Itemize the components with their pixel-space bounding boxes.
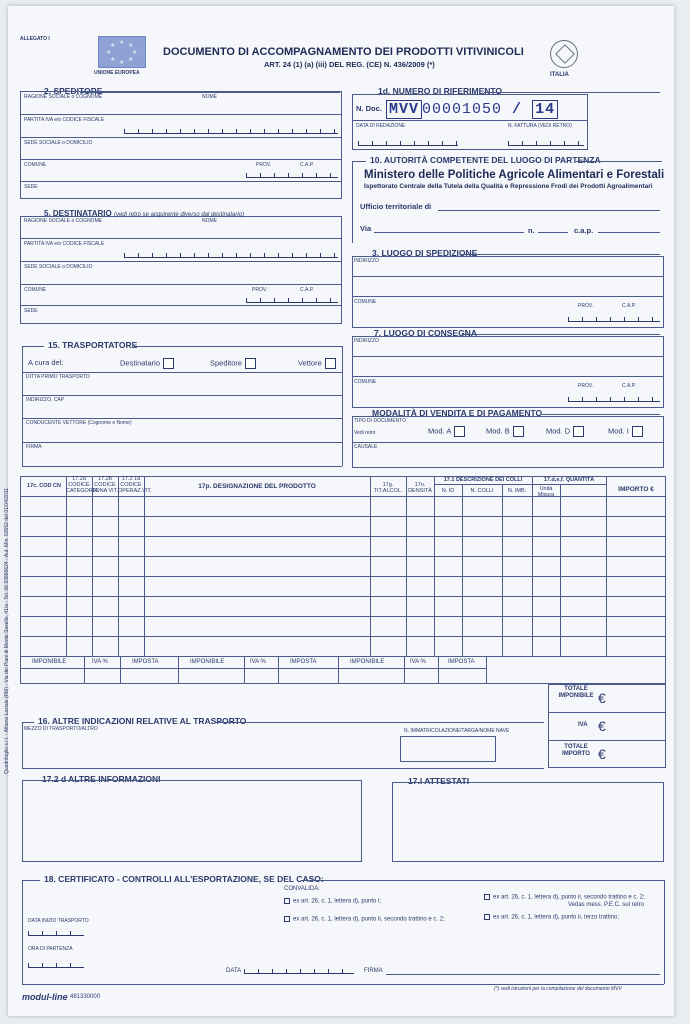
mod-a-label: Mod. A [428,426,452,436]
via-label: Via [360,224,372,233]
cert-opt2-label: ex art. 26, c. 1, lettera d), punto ii, secondo trattino e c. 2; [293,916,445,923]
trasportatore-firma-label: FIRMA [26,444,42,450]
cert-data-label: DATA [226,968,242,974]
speditore-checkbox[interactable] [245,358,256,369]
destinatario-ragione-label: RAGIONE SOCIALE o COGNOME [24,218,103,224]
mod-i-option[interactable] [608,426,643,437]
autorita-cap-label: c.a.p. [574,226,594,235]
altre-info-box[interactable] [22,780,362,862]
a-cura-label: A cura del: [28,358,64,367]
conducente-label: CONDUCENTE VETTORE (Cognome e Nome) [26,420,132,426]
euro-3: € [598,746,606,762]
destinatario-prov-label: PROV. [252,287,268,293]
altre-trasporto-heading: 16. ALTRE INDICAZIONI RELATIVE AL TRASPORTO [38,716,247,726]
mod-a-checkbox[interactable] [454,426,465,437]
convalida-label: CONVALIDA: [284,886,320,892]
speditore-piva-label: PARTITA IVA e/o CODICE FISCALE [24,117,105,123]
mod-a-option[interactable] [428,426,465,437]
mod-i-label: Mod. I [608,426,629,436]
attestati-heading: 17.l ATTESTATI [408,776,470,786]
destinatario-title: 5. DESTINATARIO [44,209,112,218]
destinatario-box [20,216,342,324]
cert-firma-label: FIRMA [364,968,383,974]
col-designazione: 17p. DESIGNAZIONE DEL PRODOTTO [198,483,316,490]
cert-opt2[interactable] [284,916,445,924]
data-inizio-label: DATA INIZIO TRASPORTO [28,918,89,924]
form-sheet [4,6,674,1016]
col-172a: 17.2a CODICE CATEGORIA [66,476,98,494]
destinatario-checkbox[interactable] [163,358,174,369]
cert-opt3-label: ex art. 26, c. 1, lettera d), punto ii, secondo trattino e c. 2; [493,894,645,901]
mod-d-option[interactable] [546,426,584,437]
consegna-cap-field[interactable] [568,392,660,402]
eu-flag-icon: ★ ★ ★ ★ ★ ★ ★ ★ [98,36,146,68]
autorita-heading: 10. AUTORITÀ COMPETENTE DEL LUOGO DI PARTENZA [370,155,601,165]
destinatario-note: (vedi retro se acquirente diverso dal destinatario) [113,212,245,218]
vettore-checkbox[interactable] [325,358,336,369]
spedizione-indirizzo-label: INDIRIZZO [354,258,379,264]
data-redazione-field[interactable] [358,136,458,146]
col-importo: IMPORTO € [618,486,654,493]
trasportatore-heading: 15. TRASPORTATORE [48,340,138,350]
speditore-ragione-label: RAGIONE SOCIALE o COGNOME [24,94,103,100]
printer-imprint: Quadrifoglio s.r.l. - Albano Laziale (RM) - Via dei Piani di Monte Savello, 41/a - Tel. 06.93896624 - Aut. Min. 63552 del 01/04/2011 [4,487,10,774]
brand-logo: modul-line [22,992,68,1002]
destinatario-cap-label: C.A.P. [300,287,314,293]
cert-opt3b-label: Vedas mess. P.E.C. sul retro [568,902,644,908]
cert-opt4-label: ex art. 26, c. 1, lettera d), punto ii, terzo trattino; [493,914,620,921]
cert-data-field[interactable] [244,964,354,974]
col-172c: 17.2 1a CODICE OPERAZ.VIT. [118,476,152,494]
destinatario-cap-field[interactable] [246,293,338,303]
certificato-heading: 18. CERTIFICATO - CONTROLLI ALL'ESPORTAZIONE, SE DEL CASO: [44,874,324,884]
destinatario-sede-label: SEDE [24,308,38,314]
consegna-heading: 7. LUOGO DI CONSEGNA [374,328,477,338]
n-label: n. [528,226,535,235]
speditore-sede-sociale-label: SEDE SOCIALE o DOMICILIO [24,140,93,146]
destinatario-sede-sociale-label: SEDE SOCIALE o DOMICILIO [24,264,93,270]
footer-note: (*) vedi istruzioni per la compilazione del documento MVV [494,986,622,992]
col-n-colli: N. COLLI [470,488,494,494]
ora-partenza-label: ORA DI PARTENZA [28,946,73,952]
doc-slash: / [512,101,523,118]
imposta-2-label: IMPOSTA [290,659,317,665]
destinatario-comune-label: COMUNE [24,287,47,293]
riferimento-heading: 1d. NUMERO DI RIFERIMENTO [378,86,503,96]
cert-opt3-checkbox[interactable] [484,894,490,900]
speditore-comune-label: COMUNE [24,162,47,168]
trasportatore-destinatario-option[interactable] [120,358,174,369]
country-label: ITALIA [550,72,569,78]
vettore-option-label: Vettore [298,358,322,368]
altre-info-heading: 17.2 d ALTRE INFORMAZIONI [42,774,161,784]
imposta-3-label: IMPOSTA [448,659,475,665]
data-inizio-field[interactable] [28,926,84,936]
causale-label: CAUSALE [354,444,378,450]
col-n-imb: N. IMB. [507,488,527,494]
totale-imponibile-label: TOTALE IMPONIBILE [558,686,594,699]
mod-d-checkbox[interactable] [573,426,584,437]
destinatario-nome-label: NOME [202,218,217,224]
imponibile-1-label: IMPONIBILE [32,659,67,665]
document-title: DOCUMENTO DI ACCOMPAGNAMENTO DEI PRODOTTI VITIVINICOLI [163,46,524,58]
speditore-cap-label: C.A.P. [300,162,314,168]
iva-pct-2-label: IVA % [250,659,266,665]
imposta-1-label: IMPOSTA [132,659,159,665]
col-descrizione-colli: 17.1 DESCRIZIONE DEI COLLI [443,477,523,483]
n-fattura-field[interactable] [508,136,584,146]
speditore-sede-label: SEDE [24,184,38,190]
spedizione-cap-field[interactable] [568,312,660,322]
totale-importo-label: TOTALE IMPORTO [562,744,590,757]
iva-pct-3-label: IVA % [410,659,426,665]
doc-year: 14 [532,100,558,119]
cert-opt1[interactable] [284,898,381,906]
col-172b: 17.2b CODICE ZONA VIT. [92,476,118,494]
destinatario-piva-field[interactable] [124,248,338,258]
iva-label: IVA [578,722,588,728]
speditore-option-label: Speditore [210,358,243,368]
n-fattura-label: N. FATTURA (VEDI RETRO) [508,123,572,129]
consegna-cap-label: C.A.P. [622,383,636,389]
col-cod-cn: 17c. COD CN [27,483,61,489]
product-table [20,476,666,684]
mod-b-label: Mod. B [486,426,510,436]
iva-pct-1-label: IVA % [92,659,108,665]
speditore-prov-label: PROV. [256,162,272,168]
inspectorate-name: Ispettorato Centrale della Tutela della Qualità e Repressione Frodi dei Prodotti Agroalimentari [364,183,653,190]
allegato-label: ALLEGATO I [20,36,50,42]
destinatario-piva-label: PARTITA IVA e/o CODICE FISCALE [24,241,105,247]
ndoc-label: N. Doc. [356,104,382,113]
consegna-prov-label: PROV. [578,383,594,389]
doc-number: 00001050 [422,101,503,118]
trasportatore-vettore-option[interactable] [298,358,336,369]
document-subtitle: ART. 24 (1) (a) (iii) DEL REG. (CE) N. 436/2009 (*) [264,60,435,69]
speditore-piva-field[interactable] [124,124,338,134]
col-n-id: N. ID [441,488,455,494]
col-tit-alcol: 17g. TIT.ALCOL. [373,482,403,494]
ufficio-label: Ufficio territoriale di [360,202,432,211]
imponibile-2-label: IMPONIBILE [190,659,225,665]
cert-opt3[interactable] [484,894,645,902]
consegna-comune-label: COMUNE [354,379,377,385]
document-number [386,100,558,119]
attestati-box[interactable] [392,782,664,862]
mod-b-option[interactable] [486,426,524,437]
spedizione-prov-label: PROV. [578,303,594,309]
modalita-heading: MODALITÀ DI VENDITA E DI PAGAMENTO [372,408,543,418]
consegna-indirizzo-label: INDIRIZZO [354,338,379,344]
trasportatore-speditore-option[interactable] [210,358,256,369]
destinatario-option-label: Destinatario [120,358,161,368]
doc-series: MVV [386,100,422,119]
cert-opt4-checkbox[interactable] [484,914,490,920]
euro-1: € [598,690,606,706]
mezzo-trasporto-label: MEZZO DI TRASPORTO/ALTRO [24,726,98,732]
italian-emblem-icon [550,40,578,68]
imponibile-3-label: IMPONIBILE [350,659,385,665]
speditore-nome-label: NOME [202,94,217,100]
euro-2: € [598,718,606,734]
eu-label: UNIONE EUROPEA [94,70,140,76]
tipo-documento-label: TIPO DI DOCUMENTO [354,418,407,424]
ditta-label: DITTA PRIMO TRASPORTO [26,374,90,380]
cert-opt2-checkbox[interactable] [284,916,290,922]
cert-opt1-label: ex art. 26, c. 1, lettera d), punto i; [293,898,382,905]
mod-i-checkbox[interactable] [632,426,643,437]
speditore-heading: 2. SPEDITORE [44,86,103,96]
immatricolazione-field[interactable] [400,736,496,762]
cert-opt4[interactable] [484,914,619,922]
spedizione-cap-label: C.A.P. [622,303,636,309]
mod-b-checkbox[interactable] [513,426,524,437]
col-unita-misura: Unità Misura [537,486,555,498]
vedi-retro-label: Vedi retro [354,430,376,436]
ministry-name: Ministero delle Politiche Agricole Alimentari e Forestali [364,169,665,181]
col-quantita: 17.d,e,f. QUANTITÀ [543,477,595,483]
form-code: 481330000 [70,994,101,1000]
col-densita: 17o. DENSITÀ [408,482,432,494]
trasportatore-indirizzo-label: INDIRIZZO, CAP [26,397,65,403]
cert-opt1-checkbox[interactable] [284,898,290,904]
data-redazione-label: DATA DI REDAZIONE [356,123,406,129]
spedizione-heading: 3. LUOGO DI SPEDIZIONE [372,248,478,258]
mod-d-label: Mod. D [546,426,571,436]
ora-partenza-field[interactable] [28,958,84,968]
spedizione-comune-label: COMUNE [354,299,377,305]
immatricolazione-label: N. IMMATRICOLAZIONE/TARGA/NOME NAVE [404,728,510,734]
speditore-cap-field[interactable] [246,168,338,178]
